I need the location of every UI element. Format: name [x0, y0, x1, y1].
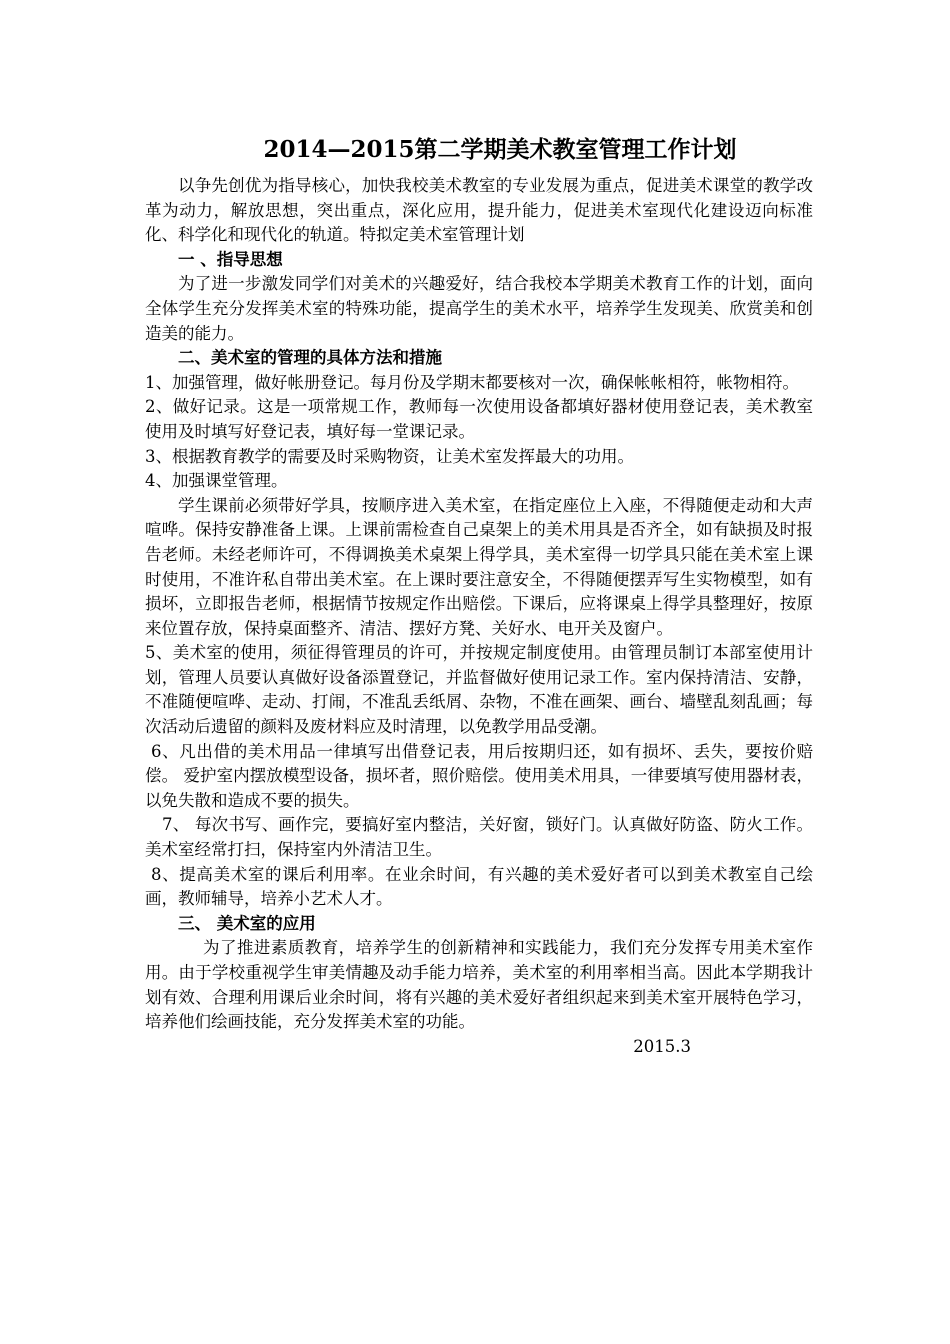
section-1-paragraph: 为了进一步激发同学们对美术的兴趣爱好，结合我校本学期美术教育工作的计划，面向全体学生充分发挥美术室的特殊功能，提高学生的美术水平，培养学生发现美、欣赏美和创造美的能力。 — [145, 274, 813, 343]
section-2-item-4: 4、加强课堂管理。 — [145, 471, 288, 491]
document-title: 2014—2015第二学期美术教室管理工作计划 — [263, 136, 737, 163]
intro-paragraph: 以争先创优为指导核心，加快我校美术教室的专业发展为重点，促进美术课堂的教学改革为动力，解放思想，突出重点，深化应用，提升能力，促进美术室现代化建设迈向标准化、科学化和现代化的轨道。特拟定美术室管理计划 — [145, 176, 813, 245]
section-2-item-8: 8、提高美术室的课后利用率。在业余时间，有兴趣的美术爱好者可以到美术教室自己绘画，教师辅导，培养小艺术人才。 — [145, 864, 813, 909]
section-3-paragraph: 为了推进素质教育，培养学生的创新精神和实践能力，我们充分发挥专用美术室作用。由于学校重视学生审美情趣及动手能力培养，美术室的利用率相当高。因此本学期我计划有效、合理利用课后业余时间，将有兴趣的美术爱好者组织起来到美术室开展特色学习，培养他们绘画技能，充分发挥美术室的功能。 — [145, 938, 813, 1032]
document-body — [145, 174, 813, 1059]
section-1-heading: 一 、指导思想 — [178, 249, 283, 269]
section-2-heading: 二、美术室的管理的具体方法和措施 — [178, 348, 442, 368]
section-2-item-3: 3、根据教育教学的需要及时采购物资，让美术室发挥最大的功用。 — [145, 446, 634, 466]
section-2-item-4-detail: 学生课前必须带好学具，按顺序进入美术室，在指定座位上入座，不得随便走动和大声喧哗。保持安静准备上课。上课前需检查自己桌架上的美术用具是否齐全，如有缺损及时报告老师。未经老师许可，不得调换美术桌架上得学具，美术室得一切学具只能在美术室上课时使用，不准许私自带出美术室。在上课时要注意安全，不得随便摆弄写生实物模型，如有损坏，立即报告老师，根据情节按规定作出赔偿。下课后，应将课桌上得学具整理好，按原来位置存放，保持桌面整齐、清洁、摆好方凳、关好水、电开关及窗户。 — [145, 495, 813, 638]
document-date: 2015.3 — [633, 1036, 691, 1056]
section-2-item-2: 2、做好记录。这是一项常规工作，教师每一次使用设备都填好器材使用登记表，美术教室使用及时填写好登记表，填好每一堂课记录。 — [145, 397, 813, 441]
section-2-item-5: 5、美术室的使用，须征得管理员的许可，并按规定制度使用。由管理员制订本部室使用计划，管理人员要认真做好设备添置登记，并监督做好使用记录工作。室内保持清洁、安静，不准随便喧哗、走动、打闹，不准乱丢纸屑、杂物，不准在画架、画台、墙壁乱刻乱画；每次活动后遗留的颜料及废材料应及时清理，以免教学用品受潮。 — [145, 643, 813, 737]
section-2-item-6: 6、凡出借的美术用品一律填写出借登记表，用后按期归还，如有损坏、丢失，要按价赔偿。 爱护室内摆放模型设备，损坏者，照价赔偿。使用美术用具，一律要填写使用器材表，以免失散和造成不要的损失。 — [145, 741, 813, 810]
section-3-heading: 三、 美术室的应用 — [178, 913, 316, 933]
section-2-item-7: 7、 每次书写、画作完，要搞好室内整洁，关好窗，锁好门。认真做好防盗、防火工作。美术室经常打扫，保持室内外清洁卫生。 — [145, 815, 813, 860]
section-2-item-1: 1、加强管理，做好帐册登记。每月份及学期末都要核对一次，确保帐帐相符，帐物相符。 — [145, 372, 799, 392]
